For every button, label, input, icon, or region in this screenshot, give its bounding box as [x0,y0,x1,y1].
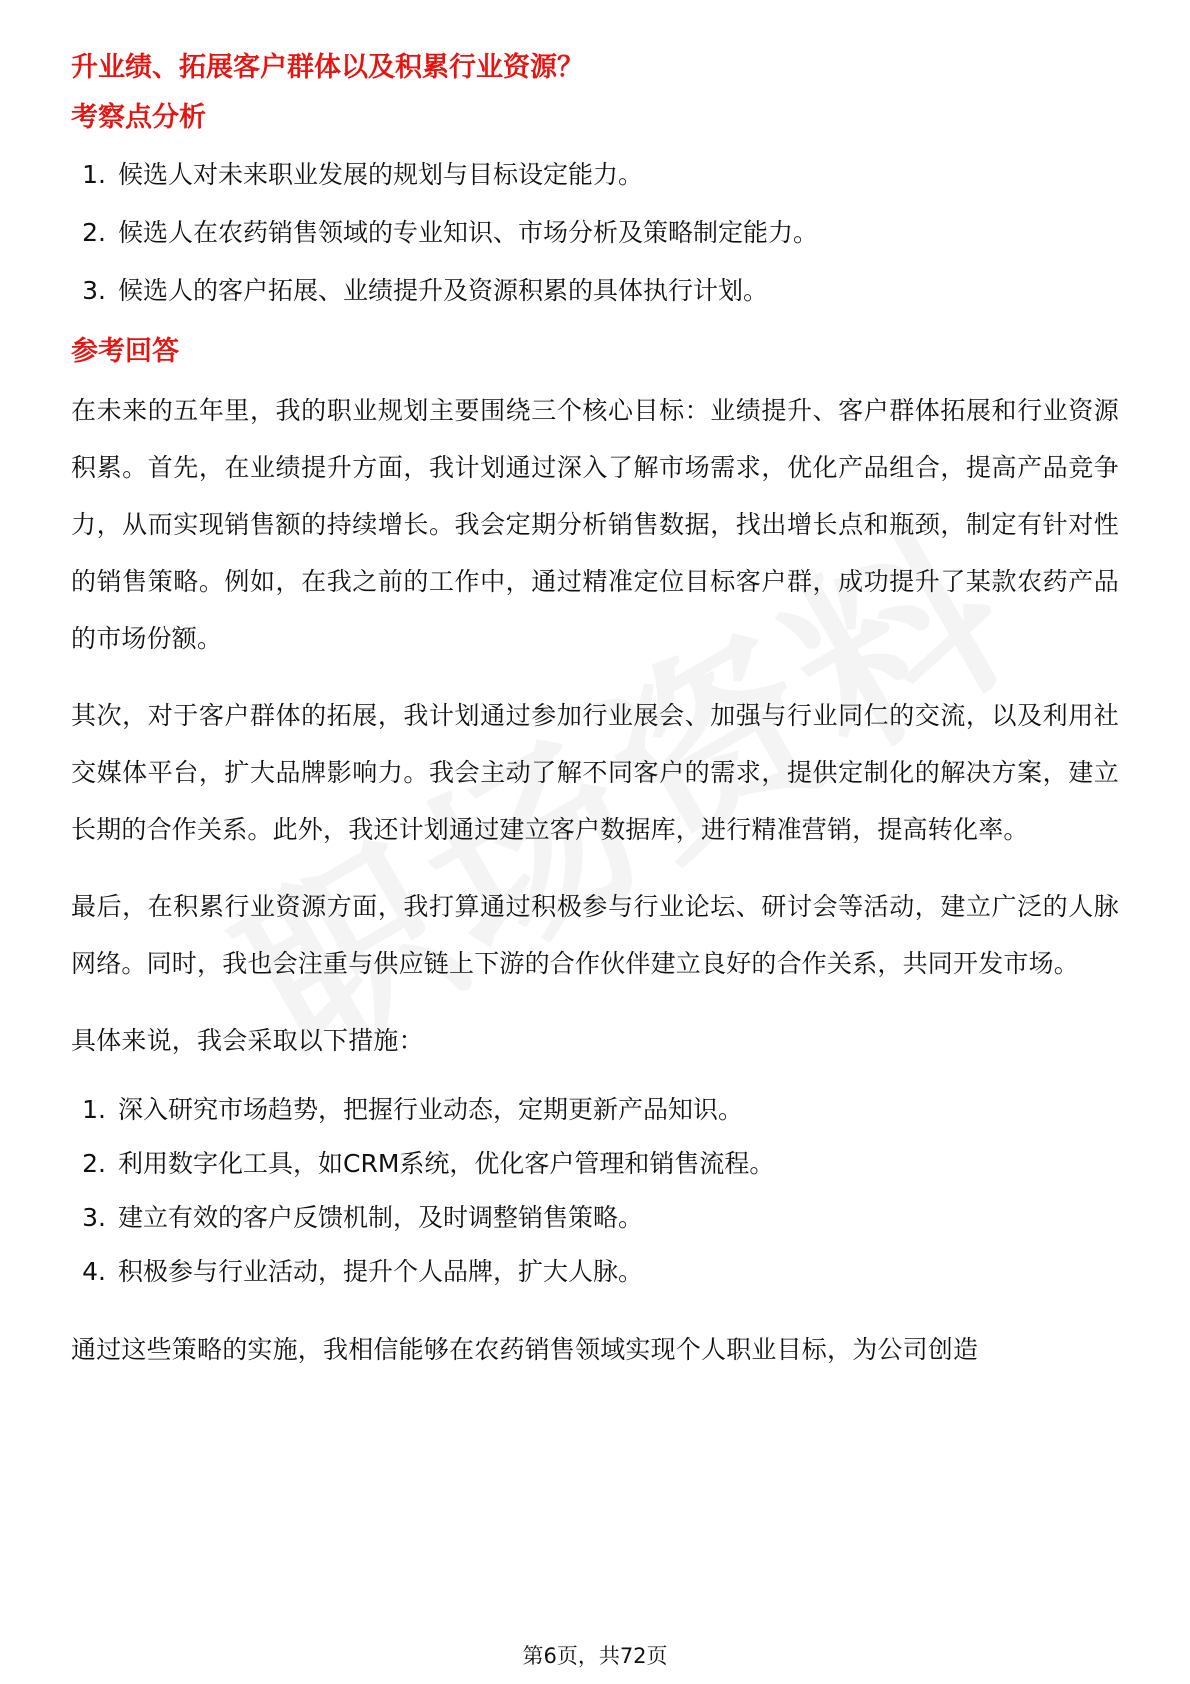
list-number: 2. [82,218,106,247]
list-number: 1. [82,160,106,189]
list-item [71,1145,1119,1183]
answer-paragraph: 最后，在积累行业资源方面，我打算通过积极参与行业论坛、研讨会等活动，建立广泛的人脉网络。同时，我也会注重与供应链上下游的合作伙伴建立良好的合作关系，共同开发市场。 [71,892,1119,978]
analysis-heading: 考察点分析 [71,102,206,133]
list-item [71,156,1119,194]
list-text: 候选人对未来职业发展的规划与目标设定能力。 [118,160,644,189]
analysis-list [71,156,1119,310]
answer-paragraph: 其次，对于客户群体的拓展，我计划通过参加行业展会、加强与行业同仁的交流，以及利用社交媒体平台，扩大品牌影响力。我会主动了解不同客户的需求，提供定制化的解决方案，建立长期的合作关系。此外，我还计划通过建立客户数据库，进行精准营销，提高转化率。 [71,701,1119,844]
list-text: 深入研究市场趋势，把握行业动态，定期更新产品知识。 [118,1095,744,1124]
list-item [71,214,1119,252]
list-text: 建立有效的客户反馈机制，及时调整销售策略。 [118,1203,644,1232]
answer-paragraph: 在未来的五年里，我的职业规划主要围绕三个核心目标：业绩提升、客户群体拓展和行业资源积累。首先，在业绩提升方面，我计划通过深入了解市场需求，优化产品组合，提高产品竞争力，从而实现销售额的持续增长。我会定期分析销售数据，找出增长点和瓶颈，制定有针对性的销售策略。例如，在我之前的工作中，通过精准定位目标客户群，成功提升了某款农药产品的市场份额。 [71,396,1119,653]
list-number: 3. [82,276,106,305]
list-text: 利用数字化工具，如CRM系统，优化客户管理和销售流程。 [118,1149,775,1178]
list-text: 候选人在农药销售领域的专业知识、市场分析及策略制定能力。 [118,218,819,247]
list-item [71,1253,1119,1291]
closing-paragraph: 通过这些策略的实施，我相信能够在农药销售领域实现个人职业目标，为公司创造 [71,1335,979,1364]
list-number: 2. [82,1149,106,1178]
list-number: 1. [82,1095,106,1124]
list-text: 候选人的客户拓展、业绩提升及资源积累的具体执行计划。 [118,276,769,305]
answer-heading: 参考回答 [71,336,179,367]
list-text: 积极参与行业活动，提升个人品牌，扩大人脉。 [118,1257,644,1286]
list-item [71,1199,1119,1237]
list-item [71,272,1119,310]
answer-paragraph: 具体来说，我会采取以下措施： [71,1026,424,1055]
list-number: 4. [82,1257,106,1286]
page-number: 第6页，共72页 [522,1644,668,1668]
page-content [71,48,1119,1378]
measures-list [71,1091,1119,1291]
list-number: 3. [82,1203,106,1232]
question-title-tail: 升业绩、拓展客户群体以及积累行业资源？ [71,52,584,83]
list-item [71,1091,1119,1129]
